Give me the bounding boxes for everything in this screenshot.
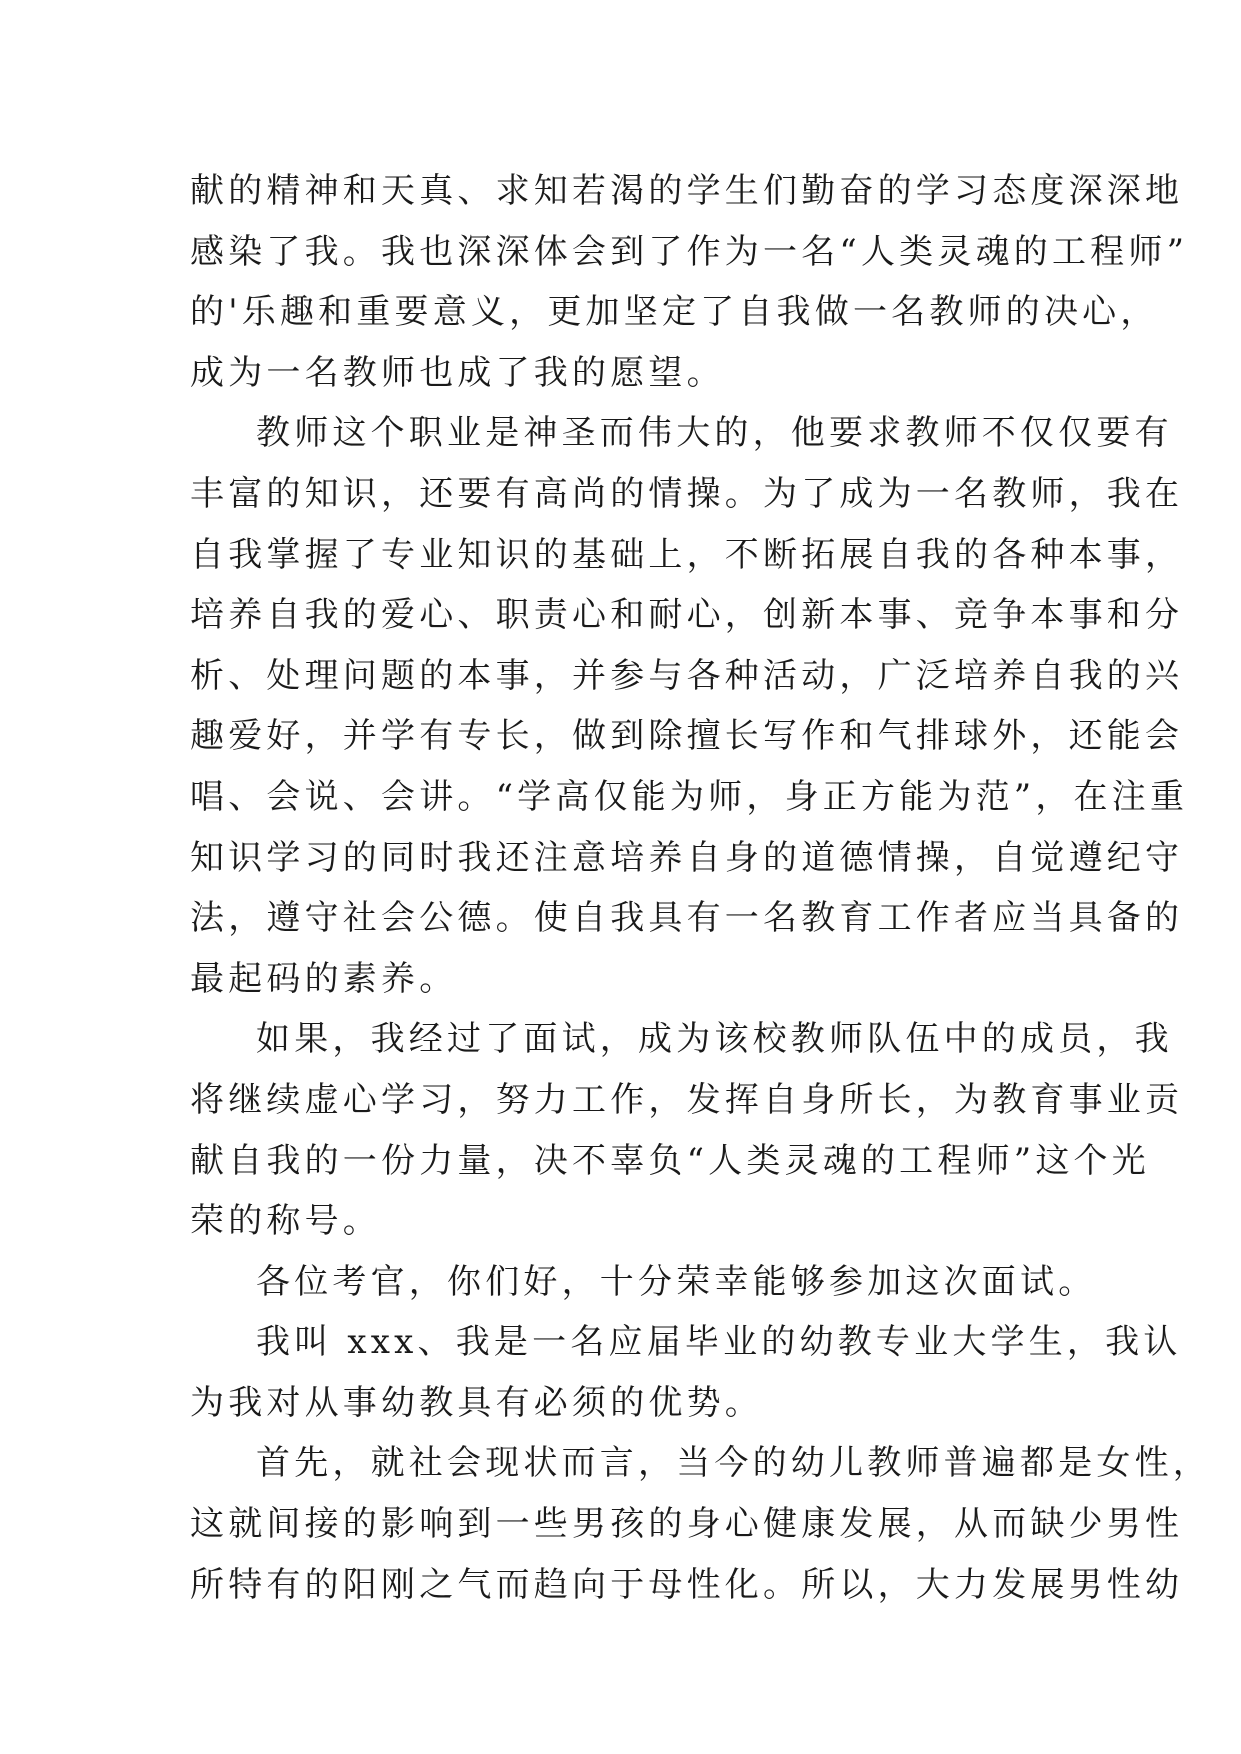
text-line: 的'乐趣和重要意义，更加坚定了自我做一名教师的决心， bbox=[190, 292, 1159, 333]
text-line: 我叫 xxx、我是一名应届毕业的幼教专业大学生，我认 bbox=[256, 1322, 1182, 1363]
text-line: 唱、会说、会讲。“学高仅能为师，身正方能为范”，在注重 bbox=[190, 776, 1189, 817]
text-line: 首先，就社会现状而言，当今的幼儿教师普遍都是女性， bbox=[256, 1443, 1211, 1484]
document-body bbox=[190, 161, 1211, 1615]
text-line: 培养自我的爱心、职责心和耐心，创新本事、竞争本事和分 bbox=[190, 595, 1184, 636]
text-line: 成为一名教师也成了我的愿望。 bbox=[190, 352, 725, 393]
text-line: 献自我的一份力量，决不辜负“人类灵魂的工程师”这个光 bbox=[190, 1140, 1150, 1181]
text-line: 自我掌握了专业知识的基础上，不断拓展自我的各种本事， bbox=[190, 534, 1184, 575]
text-line: 各位考官，你们好，十分荣幸能够参加这次面试。 bbox=[256, 1261, 1097, 1302]
text-line: 献的精神和天真、求知若渴的学生们勤奋的学习态度深深地 bbox=[190, 171, 1184, 211]
text-line: 如果，我经过了面试，成为该校教师队伍中的成员，我 bbox=[256, 1019, 1173, 1060]
text-line: 丰富的知识，还要有高尚的情操。为了成为一名教师，我在 bbox=[190, 473, 1184, 514]
text-line: 这就间接的影响到一些男孩的身心健康发展，从而缺少男性 bbox=[190, 1504, 1184, 1545]
text-line: 将继续虚心学习，努力工作，发挥自身所长，为教育事业贡 bbox=[190, 1079, 1184, 1120]
text-line: 为我对从事幼教具有必须的优势。 bbox=[190, 1382, 763, 1423]
text-line: 荣的称号。 bbox=[190, 1201, 381, 1242]
text-line: 知识学习的同时我还注意培养自身的道德情操，自觉遵纪守 bbox=[190, 837, 1184, 878]
text-line: 析、处理问题的本事，并参与各种活动，广泛培养自我的兴 bbox=[190, 655, 1184, 696]
text-line: 法，遵守社会公德。使自我具有一名教育工作者应当具备的 bbox=[190, 898, 1184, 939]
text-line: 最起码的素养。 bbox=[190, 958, 458, 999]
text-line: 教师这个职业是神圣而伟大的，他要求教师不仅仅要有 bbox=[256, 413, 1173, 454]
text-line: 感染了我。我也深深体会到了作为一名“人类灵魂的工程师” bbox=[190, 231, 1189, 272]
text-line: 趣爱好，并学有专长，做到除擅长写作和气排球外，还能会 bbox=[190, 716, 1184, 757]
text-line: 所特有的阳刚之气而趋向于母性化。所以，大力发展男性幼 bbox=[190, 1564, 1184, 1605]
